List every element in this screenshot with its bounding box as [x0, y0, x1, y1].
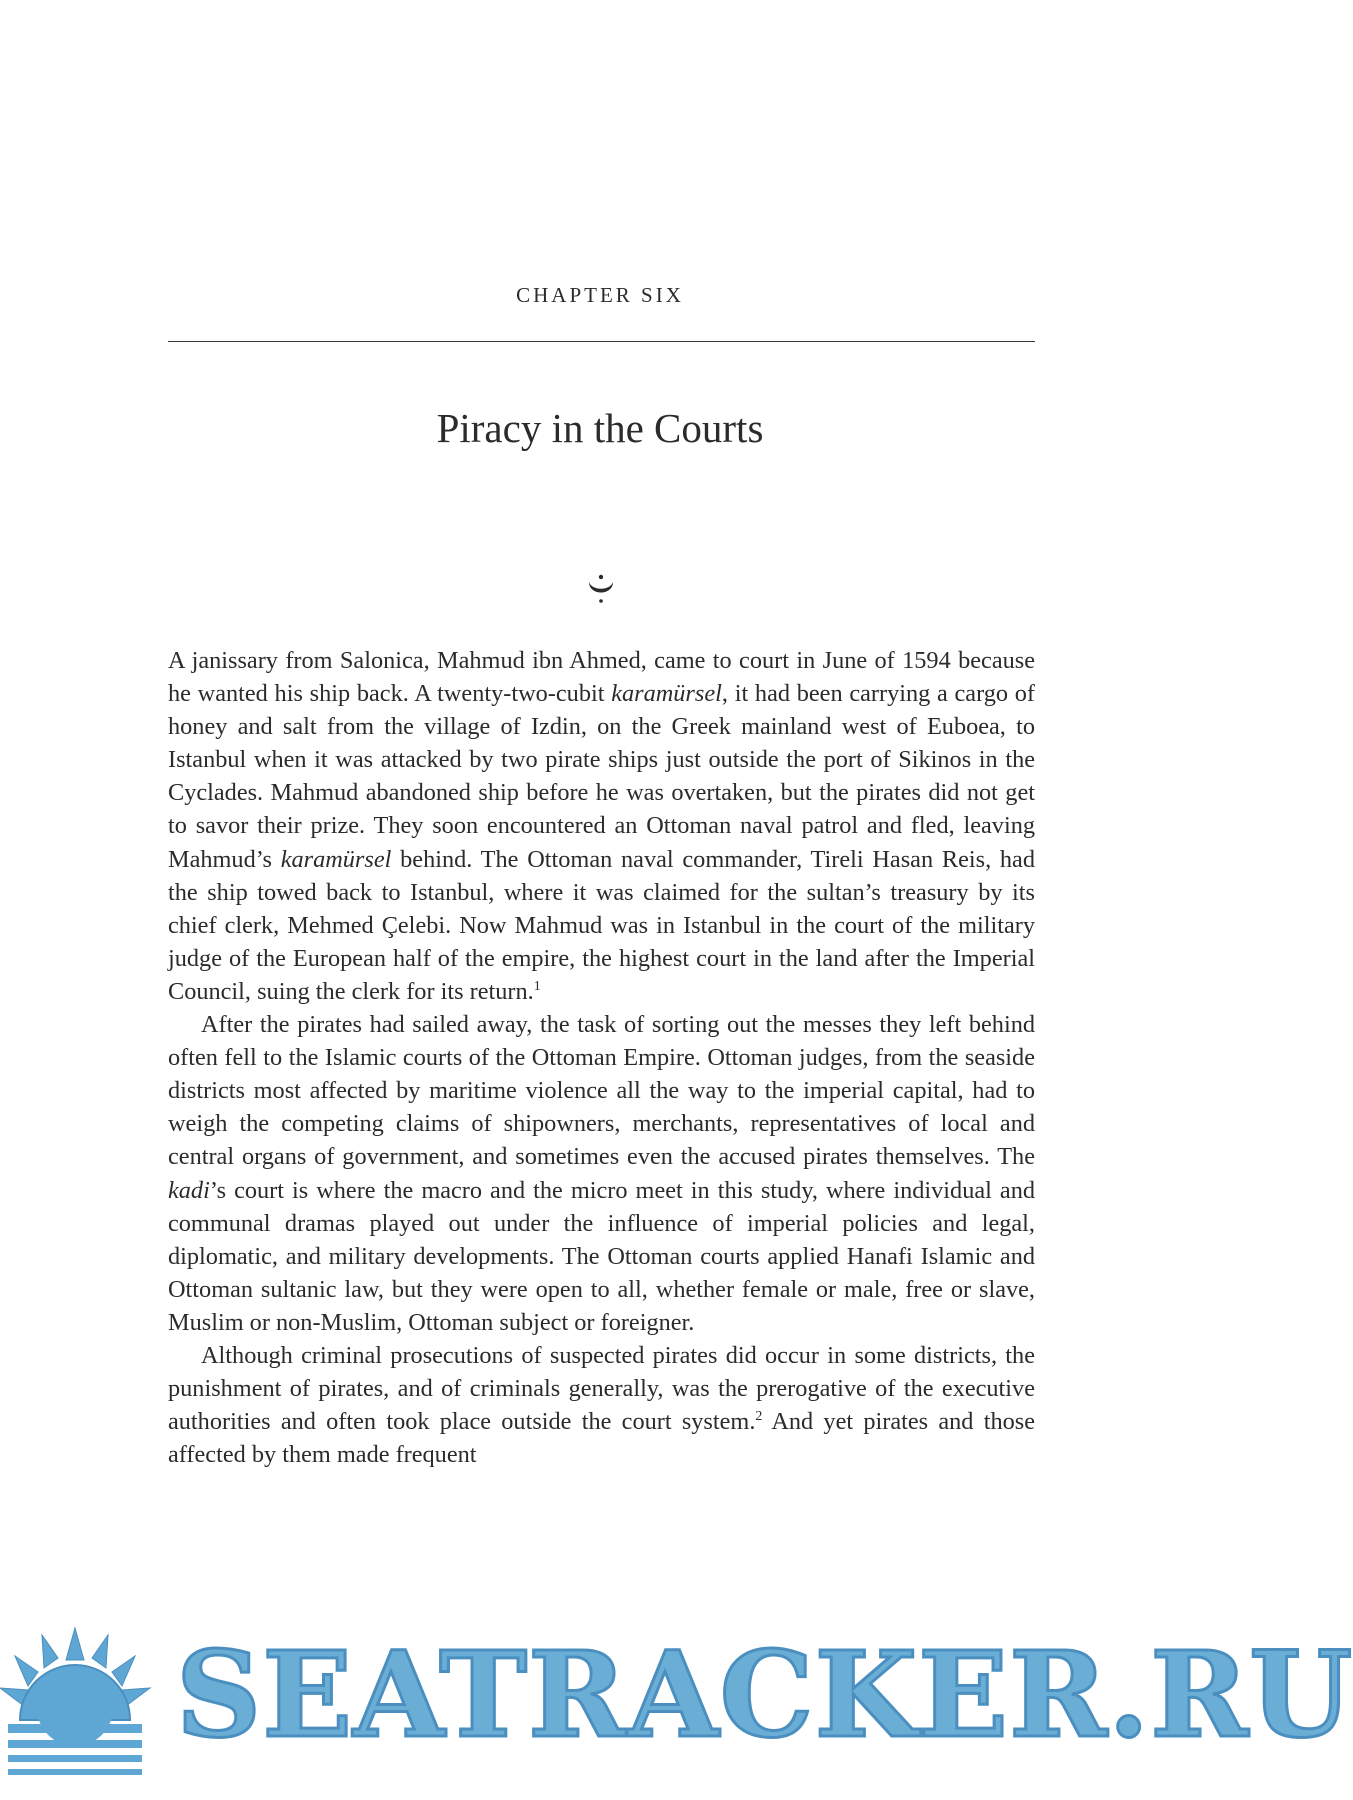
text-run: After the pirates had sailed away, the task of sorting out the messes they left behind often fell to the Islamic courts of the Ottoman Empire. Ottoman judges, from the seaside districts most affected by maritime violence all the way to the imperial capital, had to weigh the competing claims of shipowners, merchants, representatives of local and central organs of government, and sometimes even the accused pirates themselves. The	[168, 1011, 1035, 1171]
italic-term: karamürsel	[611, 680, 722, 708]
header-rule	[168, 341, 1035, 342]
text-run: ’s court is where the macro and the micro meet in this study, where individual and communal dramas played out under the influence of imperial policies and legal, diplomatic, and military developments. The Ottoman courts applied Hanafi Islamic and Ottoman sultanic law, but they were open to all, whether female or male, free or slave, Muslim or non-Muslim, Ottoman subject or foreigner.	[168, 1176, 1035, 1336]
footnote-marker[interactable]: 1	[533, 978, 541, 994]
sun-logo-icon	[0, 1628, 150, 1775]
chapter-title: Piracy in the Courts	[436, 405, 764, 451]
chapter-label: CHAPTER SIX	[516, 283, 684, 307]
italic-term: karamürsel	[280, 845, 392, 873]
text-run: , it had been carrying a cargo of honey and salt from the village of Izdin, on the Greek mainland west of Euboea, to Istanbul when it was attacked by two pirate ships just outside the port of Sikinos in the Cyclades. Mahmud abandoned ship before he was overtaken, but the pirates did not get to savor their prize. They soon encountered an Ottoman naval patrol and fled, leaving Mahmud’s	[168, 680, 1035, 873]
text-run: A janissary from Salonica, Mahmud ibn Ahmed, came to court in June of 1594 because he wanted his ship back. A twenty-two-cubit	[168, 647, 1035, 708]
paragraph-1	[168, 644, 1035, 1008]
italic-term: kadi	[168, 1176, 210, 1204]
text-run: behind. The Ottoman naval commander, Tireli Hasan Reis, had the ship towed back to Istanbul, where it was claimed for the sultan’s treasury by its chief clerk, Mehmed Çelebi. Now Mahmud was in Istanbul in the court of the military judge of the European half of the empire, the highest court in the land after the Imperial Council, suing the clerk for its return.	[168, 845, 1035, 1005]
paragraph-2	[168, 1008, 1035, 1339]
text-run: And yet pirates and those affected by them made frequent	[168, 1408, 1035, 1469]
text-run: Although criminal prosecutions of suspected pirates did occur in some districts, the punishment of pirates, and of criminals generally, was the prerogative of the executive authorities and often took place outside the court system.	[168, 1341, 1035, 1436]
watermark-text: SEATRACKER.RU	[176, 1625, 1353, 1764]
crescent-ornament-icon	[583, 570, 619, 606]
footnote-marker[interactable]: 2	[755, 1409, 763, 1425]
body-text	[168, 644, 1035, 1471]
paragraph-3	[168, 1339, 1035, 1471]
